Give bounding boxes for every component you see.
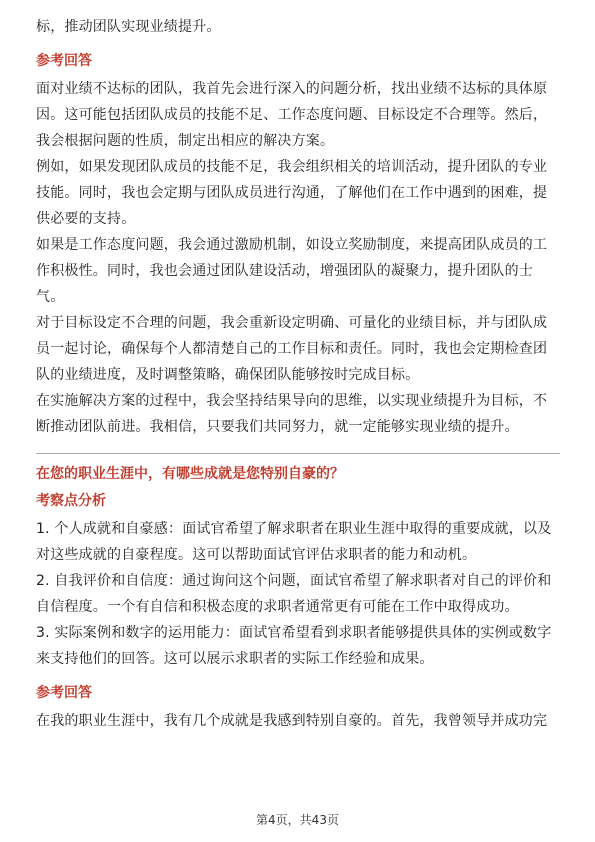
interview-question: 在您的职业生涯中，有哪些成就是您特别自豪的？ (36, 466, 344, 482)
answer-paragraph: 在我的职业生涯中，我有几个成就是我感到特别自豪的。首先，我曾领导并成功完 (36, 713, 548, 729)
answer-paragraph: 在实施解决方案的过程中，我会坚持结果导向的思维，以实现业绩提升为目标，不断推动团队前进。我相信，只要我们共同努力，就一定能够实现业绩的提升。 (36, 393, 548, 435)
page-content (36, 14, 560, 734)
page-number: 第4页，共43页 (256, 813, 339, 827)
reference-answer-heading: 参考回答 (36, 53, 92, 69)
answer-paragraph: 例如，如果发现团队成员的技能不足，我会组织相关的培训活动，提升团队的专业技能。同时，我也会定期与团队成员进行沟通，了解他们在工作中遇到的困难，提供必要的支持。 (36, 159, 548, 227)
analysis-item: 3. 实际案例和数字的运用能力：面试官希望看到求职者能够提供具体的实例或数字来支持他们的回答。这可以展示求职者的实际工作经验和成果。 (36, 625, 552, 667)
continued-text: 标，推动团队实现业绩提升。 (36, 19, 221, 35)
answer-paragraph: 对于目标设定不合理的问题，我会重新设定明确、可量化的业绩目标，并与团队成员一起讨论，确保每个人都清楚自己的工作目标和责任。同时，我也会定期检查团队的业绩进度，及时调整策略，确保团队能够按时完成目标。 (36, 315, 548, 383)
answer-paragraph: 面对业绩不达标的团队，我首先会进行深入的问题分析，找出业绩不达标的具体原因。这可能包括团队成员的技能不足、工作态度问题、目标设定不合理等。然后，我会根据问题的性质，制定出相应的解决方案。 (36, 81, 548, 149)
analysis-item: 1. 个人成就和自豪感：面试官希望了解求职者在职业生涯中取得的重要成就，以及对这些成就的自豪程度。这可以帮助面试官评估求职者的能力和动机。 (36, 521, 552, 563)
analysis-heading: 考察点分析 (36, 493, 106, 509)
analysis-item: 2. 自我评价和自信度：通过询问这个问题，面试官希望了解求职者对自己的评价和自信程度。一个有自信和积极态度的求职者通常更有可能在工作中取得成功。 (36, 573, 552, 615)
section-divider (36, 453, 560, 454)
reference-answer-heading: 参考回答 (36, 685, 92, 701)
answer-paragraph: 如果是工作态度问题，我会通过激励机制，如设立奖励制度，来提高团队成员的工作积极性。同时，我也会通过团队建设活动，增强团队的凝聚力，提升团队的士气。 (36, 237, 548, 305)
